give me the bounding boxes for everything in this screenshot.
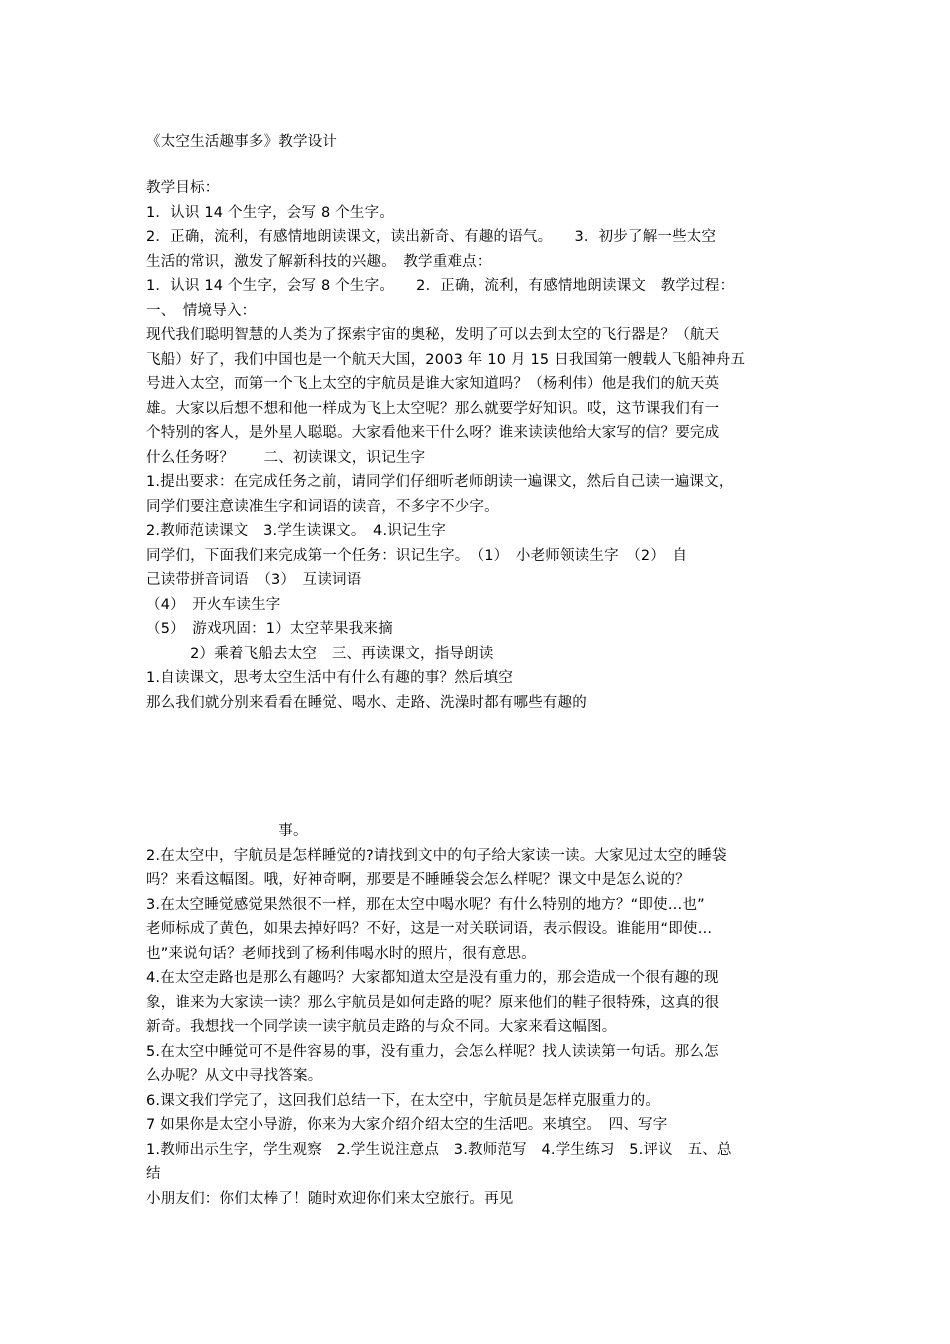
text-line: 7 如果你是太空小导游，你来为大家介绍介绍太空的生活吧。来填空。 四、写字 <box>146 1117 668 1133</box>
text-line: 1.自读课文，思考太空生活中有什么有趣的事？然后填空 <box>146 670 514 686</box>
text-line: 1.提出要求：在完成任务之前，请同学们仔细听老师朗读一遍课文，然后自己读一遍课文， <box>146 474 734 490</box>
text-line: 也”来说句话？老师找到了杨利伟喝水时的照片，很有意思。 <box>146 945 536 962</box>
text-line: 飞船）好了，我们中国也是一个航天大国，2003 年 10 月 15 日我国第一艘载人飞船神舟五 <box>146 351 746 368</box>
text-line: 教学目标： <box>146 180 220 196</box>
text-line: 什么任务呀？ 二、初读课文，识记生字 <box>146 449 426 466</box>
text-line: （4） 开火车读生字 <box>146 596 281 613</box>
document-title: 《太空生活趣事多》教学设计 <box>146 134 338 150</box>
text-line: 新奇。我想找一个同学读一读宇航员走路的与众不同。大家来看这幅图。 <box>146 1019 617 1035</box>
text-line: 同学们要注意读准生字和词语的读音，不多字不少字。 <box>146 498 499 515</box>
text-line: 吗？来看这幅图。哦，好神奇啊，那要是不睡睡袋会怎么样呢？课文中是怎么说的？ <box>146 872 690 888</box>
text-line: 2.教师范读课文 3.学生读课文。 4.识记生字 <box>146 523 447 539</box>
text-line: 同学们，下面我们来完成第一个任务：识记生字。 （1） 小老师领读生字 （2） 自 <box>146 547 688 564</box>
text-line: 雄。大家以后想不想和他一样成为飞上太空呢？那么就要学好知识。哎，这节课我们有一 <box>146 400 720 417</box>
text-line: （5） 游戏巩固：1）太空苹果我来摘 <box>146 621 393 637</box>
text-line: 象，谁来为大家读一读？那么宇航员是如何走路的呢？原来他们的鞋子很特殊，这真的很 <box>146 994 720 1011</box>
text-line: 那么我们就分别来看看在睡觉、喝水、走路、洗澡时都有哪些有趣的 <box>146 694 587 711</box>
text-line: 么办呢？从文中寻找答案。 <box>146 1068 323 1084</box>
text-line: 5.在太空中睡觉可不是件容易的事，没有重力，会怎么样呢？找人读读第一句话。那么怎 <box>146 1043 719 1060</box>
text-line: 2）乘着飞船去太空 三、再读课文，指导朗读 <box>146 645 494 662</box>
text-line: 一、 情境导入： <box>146 302 257 319</box>
text-line: 号进入太空，而第一个飞上太空的宇航员是谁大家知道吗？（杨利伟）他是我们的航天英 <box>146 376 720 392</box>
text-line: 事。 <box>146 823 308 839</box>
text-line: 3.在太空睡觉感觉果然很不一样，那在太空中喝水呢？有什么特别的地方？“即使…也” <box>146 896 705 913</box>
text-line: 老师标成了黄色，如果去掉好吗？不好，这是一对关联词语，表示假设。谁能用“即使… <box>146 921 713 937</box>
text-line: 现代我们聪明智慧的人类为了探索宇宙的奥秘，发明了可以去到太空的飞行器是？（航天 <box>146 327 720 343</box>
text-line: 己读带拼音词语 （3） 互读词语 <box>146 572 362 588</box>
text-line: 小朋友们：你们太棒了！随时欢迎你们来太空旅行。再见 <box>146 1190 514 1207</box>
text-line: 2．正确，流利，有感情地朗读课文，读出新奇、有趣的语气。 3．初步了解一些太空 <box>146 229 717 245</box>
text-line: 个特别的客人，是外星人聪聪。大家看他来干什么呀？谁来读读他给大家写的信？要完成 <box>146 425 720 441</box>
text-line: 6.课文我们学完了，这回我们总结一下，在太空中，宇航员是怎样克服重力的。 <box>146 1092 661 1109</box>
text-line: 生活的常识，激发了解新科技的兴趣。 教学重难点： <box>146 253 492 270</box>
text-line: 1．认识 14 个生字，会写 8 个生字。 <box>146 204 395 221</box>
text-line: 结 <box>146 1166 161 1182</box>
text-line: 1.教师出示生字，学生观察 2.学生说注意点 3.教师范写 4.学生练习 5.评议 五、总 <box>146 1141 732 1158</box>
text-line: 1．认识 14 个生字，会写 8 个生字。 2．正确，流利，有感情地朗读课文 教学过程： <box>146 278 735 294</box>
text-line: 4.在太空走路也是那么有趣吗？大家都知道太空是没有重力的，那会造成一个很有趣的现 <box>146 970 719 986</box>
text-line: 2.在太空中，宇航员是怎样睡觉的?请找到文中的句子给大家读一读。大家见过太空的睡袋 <box>146 847 727 864</box>
